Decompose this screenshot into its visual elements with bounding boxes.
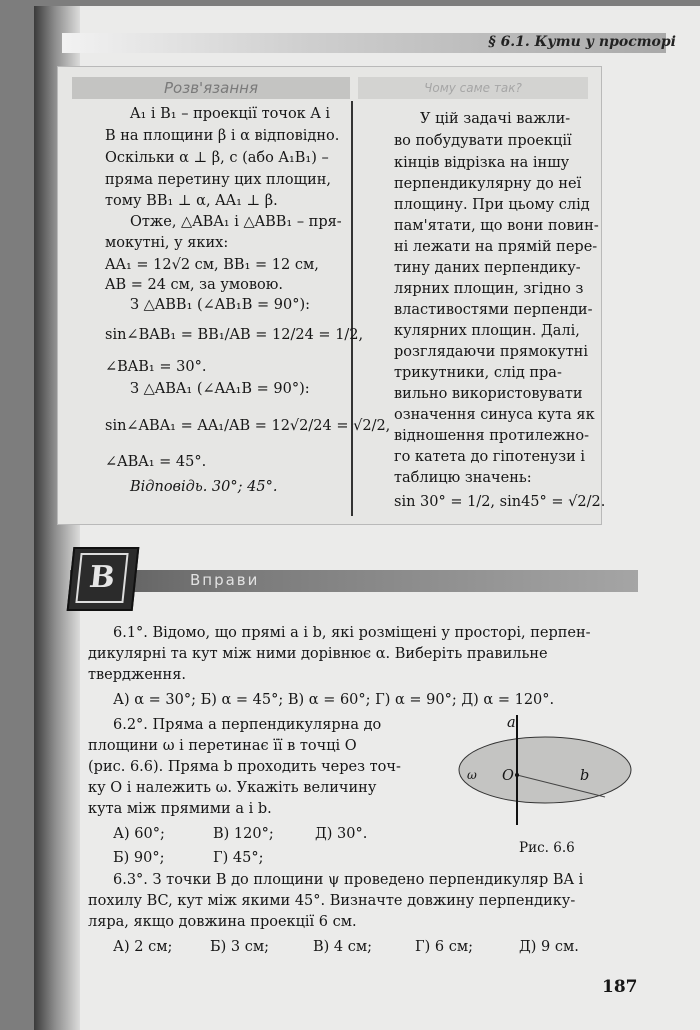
exercise-6-3-option: Б) 3 см; [210,939,270,955]
explanation-line: відношення протилежно- [394,428,590,444]
solution-line: пряма перетину цих площин, [105,172,332,188]
exercise-6-3-option: А) 2 см; [113,939,173,955]
exercise-6-1-options: А) α = 30°; Б) α = 45°; В) α = 60°; Г) α = 90°; Д) α = 120°. [113,692,555,708]
explanation-line: У цій задачі важли- [420,111,571,127]
exercise-6-1-text: 6.1°. Відомо, що прямі a і b, які розміщені у просторі, перпен- [113,625,591,641]
explanation-line: трикутники, слід пра- [394,365,562,381]
exercise-6-3-option: Г) 6 см; [415,939,473,955]
explanation-line: кінців відрізка на іншу [394,155,570,171]
exercise-6-2-text: 6.2°. Пряма a перпендикулярна до [113,717,382,733]
explanation-line: ні лежати на прямій пере- [394,239,598,255]
exercise-6-2-option: А) 60°; [113,826,165,842]
exercise-6-2-option: Г) 45°; [213,850,264,866]
solution-line: З △ABB₁ (∠AB₁B = 90°): [130,297,311,313]
explanation-line: лярних площин, згідно з [394,281,584,297]
explanation-line: пам'ятати, що вони повин- [394,218,599,234]
exercise-6-2-text: кута між прямими a і b. [88,801,272,817]
formula-line: sin∠ABA₁ = AA₁/AB = 12√2/24 = √2/2, [105,418,391,434]
figure-label-b: b [580,768,590,784]
figure-caption: Рис. 6.6 [519,840,575,856]
exercise-6-1-text: дикулярні та кут між ними дорівнює α. Виберіть правильне [88,646,548,662]
explanation-line: вильно використовувати [394,386,583,402]
figure-label-a: a [507,715,516,731]
exercise-6-1-text: твердження. [88,667,186,683]
explanation-line: во побудувати проекції [394,133,572,149]
page-number: 187 [602,977,638,997]
section-title: § 6.1. Кути у просторі [488,34,676,50]
solution-line: мокутні, у яких: [105,235,229,251]
solution-line: ∠BAB₁ = 30°. [105,359,207,375]
exercise-6-3-option: В) 4 см; [313,939,373,955]
answer-line: Відповідь. 30°; 45°. [130,479,278,495]
explanation-line: кулярних площин. Далі, [394,323,580,339]
solution-line: Отже, △ABA₁ і △ABB₁ – пря- [130,214,342,230]
plane-omega-ellipse [459,737,631,803]
exercise-6-2-text: ку O і належить ω. Укажіть величину [88,780,377,796]
point-o [515,773,519,777]
formula-line: sin∠BAB₁ = BB₁/AB = 12/24 = 1/2, [105,327,364,343]
why-heading: Чому саме так? [358,77,588,99]
explanation-line: властивостями перпенди- [394,302,593,318]
solution-line: З △ABA₁ (∠AA₁B = 90°): [130,381,310,397]
solution-line: B на площини β і α відповідно. [105,128,340,144]
explanation-line: перпендикулярну до неї [394,176,582,192]
solution-line: Оскільки α ⊥ β, c (або A₁B₁) – [105,150,329,166]
exercise-6-2-text: (рис. 6.6). Пряма b проходить через точ- [88,759,401,775]
exercises-bar [70,570,638,592]
exercise-6-2-option: В) 120°; [213,826,274,842]
figure-label-o: O [502,768,514,784]
figure-label-omega: ω [467,768,477,782]
solution-line: AA₁ = 12√2 см, BB₁ = 12 см, [105,257,319,273]
exercises-title: Вправи [190,571,260,589]
explanation-line: тину даних перпендику- [394,260,581,276]
formula-line: sin 30° = 1/2, sin45° = √2/2. [394,494,606,510]
exercise-6-3-option: Д) 9 см. [519,939,579,955]
solution-line: ∠ABA₁ = 45°. [105,454,207,470]
solution-line: AB = 24 см, за умовою. [105,277,284,293]
solution-line: A₁ і B₁ – проекції точок A і [130,106,331,122]
exercise-6-2-option: Д) 30°. [315,826,368,842]
exercise-6-3-text: ляра, якщо довжина проекції 6 см. [88,914,357,930]
exercise-6-3-text: 6.3°. З точки B до площини ψ проведено перпендикуляр BA і [113,872,584,888]
column-divider [351,101,353,516]
exercises-logo-letter: В [75,553,128,603]
exercise-6-3-text: похилу BC, кут між якими 45°. Визначте довжину перпендику- [88,893,576,909]
solution-line: тому BB₁ ⊥ α, AA₁ ⊥ β. [105,193,278,209]
explanation-line: площину. При цьому слід [394,197,590,213]
figure-6-6 [455,715,635,825]
explanation-line: таблицю значень: [394,470,532,486]
exercise-6-2-text: площини ω і перетинає її в точці O [88,738,357,754]
explanation-line: го катета до гіпотенузи і [394,449,586,465]
exercise-6-2-option: Б) 90°; [113,850,165,866]
explanation-line: означення синуса кута як [394,407,595,423]
solution-heading: Розв'язання [72,77,350,99]
explanation-line: розглядаючи прямокутні [394,344,588,360]
